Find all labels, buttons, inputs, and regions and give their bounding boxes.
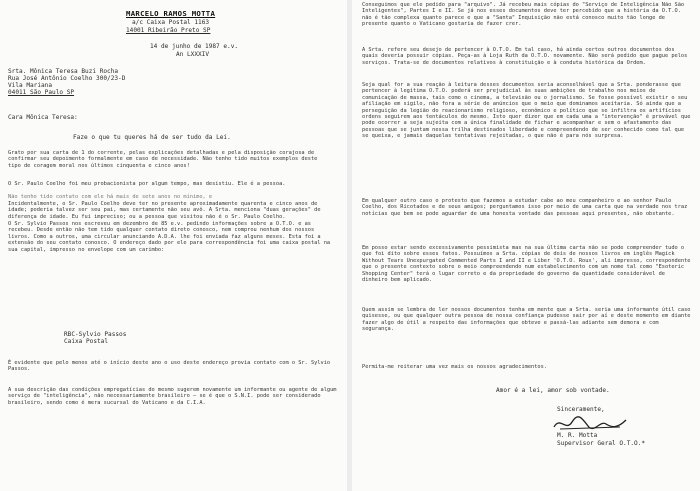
letter-page-1 — [0, 0, 347, 491]
law-line: Faze o que tu queres há de ser tudo da Lei. — [73, 134, 231, 141]
paragraph-informant: Quem assim se lembra de ler nossos documentos tenha em mente que a Srta. seria uma informante útil caso quisesse, ou que qualquer outra pessoa de nossa confiança pudesse sair por aí e deste momento em diante fazer algo de útil a respeito das informações que obteve e passá-las adiante sem demora e com segurança. — [362, 307, 691, 333]
recipient-line-3: Vila Mariana — [8, 82, 53, 89]
paragraph-employment: A sua descrição das condições empregatícias do mesmo sugerem novamente um informante ou agente de algum serviço de "inteligência", não necessariamente brasileiro — se é que o S.N.I. pode ser considerado brasileiro, sendo como é mera sucursal do Vaticano e da C.I.A. — [8, 387, 337, 406]
paragraph-thanks-again: Permita-me reiterar uma vez mais os nossos agradecimentos. — [362, 364, 547, 370]
paragraph-thanks: Grato por sua carta de 1 do corrente, pelas explicações detalhadas e pela disposição corajosa de confirmar seu depoimento formalmente em caso de necessidade. Não tenho tido muitos exemplos deste tipo de coragem moral nos últimos cinquenta e cinco anos! — [8, 150, 318, 169]
envelope-stamp — [64, 331, 126, 345]
paragraph-protest: Em qualquer outro caso o protesto que fazemos a estudar cabe ao meu companheiro e ao senhor Paulo Coelho, dos Ricotados e de seus amigos; perguntamos isso por meio de uma carta que na verdade nos traz notícias que bem se pode aguardar de uma honesta vontade das pessoas aqui presentes, não obstante. — [362, 198, 688, 217]
letter-era: An LXXXIV — [176, 51, 210, 58]
overtyped-line: Não tenho tido contato com ele há mais de sete anos no mínimo, e — [8, 194, 213, 200]
stamp-line-1: RBC-Sylvio Passos — [64, 331, 127, 338]
paragraph-books: Em posso estar sendo excessivamente pessimista mas na sua última carta não se pode compreender tudo o que foi dito sobre esses fatos. Possuímos a Srta. cópias de dois de nossos livros em inglês Magick Without Tears Unexpurgated Commented Parts I and II e Liber 'O.T.O. Roux', ali impresso, correspondente que o presente contexto sobre o meio compreendendo num estabelecimento com um nome tal como "Esoteric Shopping Center" terá o lugar correto e da propriedade do governo da quantidade considerável de dinheiro bem aplicado. — [362, 245, 691, 284]
paragraph-warning: Seja qual for a sua reação à leitura desses documentos seria aconselhável que a Srta. ponderasse que pertencer à legítima O.T.O. poderá ser prejudicial às suas ambições de trabalho nos meios de comunicação de massa, tais como o cinema, a televisão ou o jornalismo. Se fosse possível existir o seu afiliação em sigilo, não fora a série de anúncios que o meio que dominamos aceitaria. Só ainda que a perseguição da legião do reacionarismo religioso, econômico e político que se infiltra os artifícios ordens seguirem aos tentáculos do mesmo. Isto quer dizer que em cada uma a "intervenção" é provável que pode ocorrer a seja sujeita com a única finalidade de fichar e acompanhar e sem o afastamento das pessoas que se juntam nessa trilha destinados liberdade e compreendendo de ser conhecido como tal que se queixa, e jamais daquelas tentativas rejeitadas, o que não é para nós surpresa. — [362, 82, 691, 140]
recipient-line-4: 04011 São Paulo SP — [8, 89, 75, 96]
paragraph-membership-wish: A Srta. refere seu desejo de pertencer à O.T.O. Em tal caso, há ainda certos outros documentos dos quais deveria possuir cópias. Peça-as à Loja Ruth da O.T.O. novamente. Não será pedido que pague pelos serviços. Trata-se de documentos relativos à constituição e à conduta histórica da Ordem. — [362, 47, 688, 66]
letterhead-address-line-1: a/c Caixa Postal 1163 — [132, 19, 210, 26]
recipient-line-2: Rua José Antônio Coelho 300/23-D — [8, 75, 126, 82]
signer-name: M. R. Motta — [557, 432, 598, 439]
paragraph-documents-received: Conseguimos que ele pedido para "arquivo". Já recebeu mais cópias do "Serviço de Inteligência Não São Inteligentes", Partes I e II. Se já nos esses documentos deve ter percebido que a história da O.T.O. não é tão complexa quanto parece e que a "Santa" Inquisição não está conosco muito tão longe de presente quanto o Vaticano gostaria de fazer crer. — [362, 2, 685, 28]
salutation: Cara Mônica Teresa: — [8, 114, 78, 121]
letterhead-address-line-2: 14001 Ribeirão Preto SP — [126, 27, 211, 34]
letter-date: 14 de junho de 1987 e.v. — [150, 43, 239, 50]
recipient-line-1: Srta. Mônica Teresa Buzi Rocha — [8, 68, 119, 75]
paragraph-sylvio-passos: O Sr. Sylvio Passos nos escreveu em dezembro de 85 e.v. pedindo informações sobre a O.T.O. e as recebeu. Desde então não tem tido qualquer contato direto conosco, nem comprou nenhum dos nossos livros. Como a outros, uma circular anunciando A.D.A. lhe foi enviada faz alguns meses. Esta foi a extensão do seu contato conosco. O endereço dado por ele para correspondência foi uma caixa postal na sua capital, impresso no envelope com um carimbo: — [8, 221, 331, 253]
letter-page-2 — [352, 0, 700, 491]
stamp-line-2: Caixa Postal — [64, 338, 109, 345]
closing-line: Amor é a lei, amor sob vontade. — [496, 387, 610, 394]
signer-role: Supervisor Geral O.T.O.* — [557, 440, 646, 447]
handwritten-signature — [550, 412, 630, 434]
paragraph-paulo-coelho-age: Incidentalmente, o Sr. Paulo Coelho deve ter no presente aproximadamente quarenta e cinco anos de idade; poderia talvez ser seu pai, mas certamente não seu avô. A Srta. menciona "duas gerações" de diferença de idade. Eu fui impreciso; ou a pessoa que visitou não é o Sr. Paulo Coelho. — [8, 201, 321, 220]
paragraph-address-use: É evidente que pelo menos até o início deste ano o uso deste endereço provia contato com o Sr. Sylvio Passos. — [8, 360, 331, 373]
letterhead-name: MARCELO RAMOS MOTTA — [126, 9, 216, 18]
recipient-block — [8, 68, 125, 96]
paragraph-paulo-coelho: O Sr. Paulo Coelho foi meu probacionista por algum tempo, mas desistiu. Ele é a pessoa. — [8, 181, 286, 187]
sincerely: Sinceramente, — [557, 406, 605, 413]
